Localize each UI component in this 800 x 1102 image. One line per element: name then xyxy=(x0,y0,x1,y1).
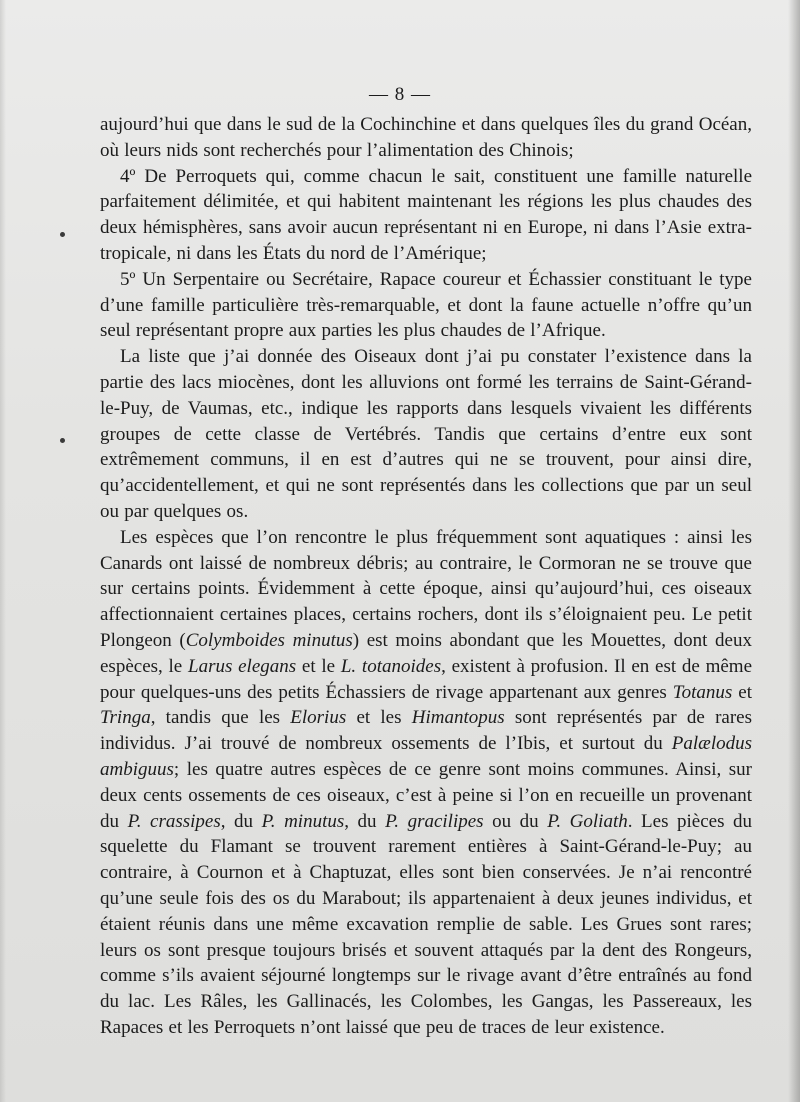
italic-taxon-name: Himantopus xyxy=(411,707,505,729)
text-run: et xyxy=(732,681,752,703)
italic-taxon-name: Elorius xyxy=(290,707,347,729)
italic-taxon-name: P. crassipes xyxy=(127,810,221,832)
text-run: . Les pièces du squelette du Flamant se trouvent rarement entières à Saint-Gérand-le-Puy; au contraire, à Cournon et à Chaptuzat, elles sont bien conservées. Je n’ai rencontré qu’une seule fois des os du Marabout; ils appartenaient à deux jeunes individus, et étaient réunis dans une même excavation remplie de sable. Les Grues sont rares; leurs os sont presque toujours brisés et souvent attaqués par la dent des Rongeurs, comme s’ils avaient séjourné longtemps sur le rivage avant d’être entraînés au fond du lac. Les Râles, les Gallinacés, les Colombes, les Gangas, les Passereaux, les Rapaces et les Perroquets n’ont laissé que peu de traces de leur existence. xyxy=(100,810,753,1038)
italic-taxon-name: P. minutus xyxy=(261,810,345,832)
text-run: Les espèces que l’on rencontre le plus fréquemment sont aquatiques : ainsi les Canards ont laissé de nombreux débris; au contraire, le Cormoran ne se trouve que sur certains points. Évidemment à cette époque, ainsi qu’aujourd’hui, ces oiseaux affectionnaient certaines places, certains rochers, dont ils s’éloignaient peu. Le petit Plongeon ( xyxy=(100,526,752,651)
ink-speck xyxy=(60,232,65,237)
text-run: aujourd’hui que dans le sud de la Cochinchine et dans quelques îles du grand Océan, où leurs nids sont recherchés pour l’alimentation des Chinois; xyxy=(100,114,752,161)
paragraph xyxy=(100,164,752,267)
paragraph xyxy=(100,267,752,344)
page-right-shadow xyxy=(788,0,800,1102)
italic-taxon-name: Totanus xyxy=(672,681,733,703)
text-run: ) est moins abondant que les Mouettes, dont deux espèces, le xyxy=(100,629,752,677)
text-run: 5º Un Serpentaire ou Secrétaire, Rapace coureur et Échassier constituant le type d’une famille particulière très-remarquable, et dont la faune actuelle n’offre qu’un seul représentant propre aux parties les plus chaudes de l’Afrique. xyxy=(100,268,752,342)
text-run: ; les quatre autres espèces de ce genre sont moins communes. Ainsi, sur deux cents ossements de ces oiseaux, c’est à peine si l’on en recueille un provenant du xyxy=(100,758,752,832)
text-run: , tandis que les xyxy=(150,707,291,729)
italic-taxon-name: L. totanoides xyxy=(340,655,442,677)
italic-taxon-name: Tringa xyxy=(100,707,151,729)
page-left-shadow xyxy=(0,0,6,1102)
text-run: et le xyxy=(296,655,341,677)
text-run: , du xyxy=(220,810,262,832)
paragraph xyxy=(100,112,752,164)
italic-taxon-name: P. gracilipes xyxy=(385,810,484,832)
text-run: 4º De Perroquets qui, comme chacun le sait, constituent une famille naturelle parfaitement délimitée, et qui habitent maintenant les régions les plus chaudes des deux hémisphères, sans avoir aucun représentant ni en Europe, ni dans l’Asie extra-tropicale, ni dans les États du nord de l’Amérique; xyxy=(100,165,752,264)
ink-speck xyxy=(60,438,65,443)
body-text xyxy=(100,112,752,1041)
italic-taxon-name: Larus elegans xyxy=(188,655,297,677)
text-run: , existent à profusion. Il en est de même pour quelques-uns des petits Échassiers de rivage appartenant aux genres xyxy=(100,655,753,703)
italic-taxon-name: P. Goliath xyxy=(547,810,628,832)
text-run: sont représentés par de rares individus. J’ai trouvé de nombreux ossements de l’Ibis, et surtout du xyxy=(100,707,752,755)
text-run: , du xyxy=(344,810,386,832)
italic-taxon-name: Colymboides minutus xyxy=(185,629,353,651)
paragraph xyxy=(100,344,752,525)
text-run: La liste que j’ai donnée des Oiseaux dont j’ai pu constater l’existence dans la partie des lacs miocènes, dont les alluvions ont formé les terrains de Saint-Gérand-le-Puy, de Vaumas, etc., indique les rapports dans lesquels vivaient les différents groupes de cette classe de Vertébrés. Tandis que certains d’entre eux sont extrêmement communs, il en est d’autres qui ne se trouvent, pour ainsi dire, qu’accidentellement, et qui ne sont représentés dans les collections que par un seul ou par quelques os. xyxy=(100,346,752,522)
text-run: et les xyxy=(346,707,412,729)
page-number: — 8 — xyxy=(369,84,431,105)
paragraph xyxy=(100,525,752,1041)
italic-taxon-name: Palælodus ambiguus xyxy=(100,733,752,780)
text-run: ou du xyxy=(483,810,548,832)
